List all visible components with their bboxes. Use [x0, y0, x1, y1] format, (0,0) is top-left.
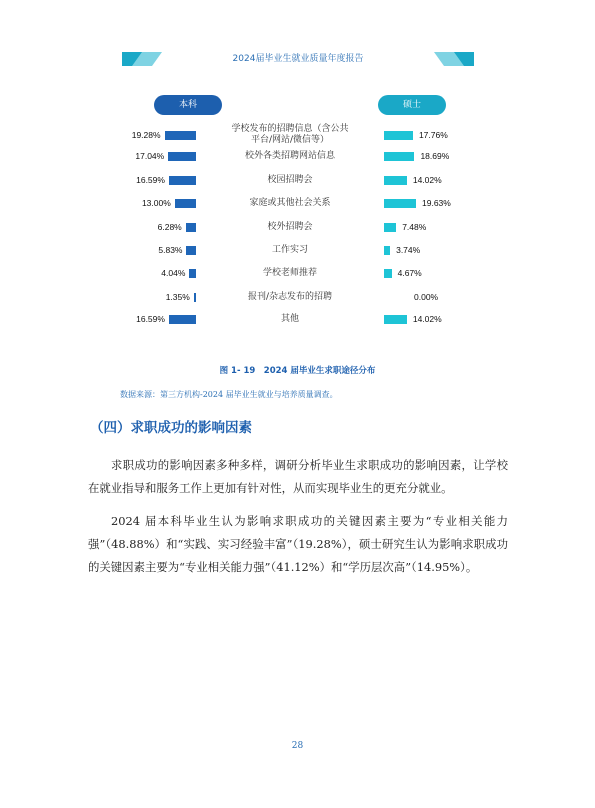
bar-undergrad [169, 176, 196, 185]
value-label-undergrad: 1.35% [165, 292, 190, 302]
category-label: 家庭或其他社会关系 [249, 198, 331, 208]
bar-graduate [384, 199, 416, 208]
bar-undergrad [175, 199, 196, 208]
bar-undergrad [186, 246, 196, 255]
source-note: 数据来源：第三方机构-2024 届毕业生就业与培养质量调查。 [120, 390, 338, 399]
value-label-graduate: 3.74% [396, 245, 421, 255]
value-label-undergrad: 16.59% [136, 314, 165, 324]
value-label-graduate: 7.48% [402, 222, 427, 232]
value-label-undergrad: 4.04% [161, 268, 186, 278]
bar-graduate [384, 176, 407, 185]
value-label-graduate: 4.67% [397, 268, 422, 278]
value-label-graduate: 14.02% [412, 175, 442, 185]
value-label-undergrad: 16.59% [136, 175, 165, 185]
job-search-channel-chart [0, 0, 595, 360]
bar-undergrad [165, 131, 196, 140]
value-label-undergrad: 17.04% [135, 151, 165, 161]
bar-graduate [384, 246, 390, 255]
legend-undergrad: 本科 [154, 95, 222, 115]
value-label-graduate: 18.69% [420, 151, 450, 161]
category-label: 学校发布的招聘信息（含公共平台/网站/微信等） [231, 124, 349, 145]
bar-undergrad [169, 315, 196, 324]
category-label: 校园招聘会 [267, 175, 313, 185]
value-label-graduate: 0.00% [414, 292, 439, 302]
bar-graduate [384, 131, 413, 140]
bar-graduate [384, 152, 414, 161]
value-label-graduate: 14.02% [412, 314, 442, 324]
value-label-undergrad: 13.00% [141, 198, 171, 208]
value-label-graduate: 19.63% [422, 198, 451, 208]
page-number: 28 [291, 741, 304, 751]
category-label: 校外各类招聘网站信息 [244, 151, 335, 161]
report-title: 2024届毕业生就业质量年度报告 [232, 54, 364, 64]
category-label: 校外招聘会 [267, 222, 313, 232]
section-heading: （四）求职成功的影响因素 [90, 420, 252, 436]
category-label: 工作实习 [271, 245, 308, 255]
bar-undergrad [189, 269, 196, 278]
legend-graduate: 硕士 [378, 95, 446, 115]
bar-graduate [384, 223, 396, 232]
bar-undergrad [186, 223, 196, 232]
value-label-undergrad: 19.28% [131, 130, 161, 140]
value-label-graduate: 17.76% [418, 130, 448, 140]
bar-graduate [384, 315, 407, 324]
category-label: 报刊/杂志发布的招聘 [247, 292, 333, 302]
paragraph-2: 2024 届本科毕业生认为影响求职成功的关键因素主要为“专业相关能力强”（48.88%）和“实践、实习经验丰富”（19.28%），硕士研究生认为影响求职成功的关键因素主要为“专业相关能力强”（41.12%）和“学历层次高”（14.95%）。 [88, 514, 508, 574]
category-label: 学校老师推荐 [262, 268, 317, 278]
bar-undergrad [168, 152, 196, 161]
bar-graduate [384, 269, 392, 278]
paragraph-1: 求职成功的影响因素多种多样，调研分析毕业生求职成功的影响因素，让学校在就业指导和服务工作上更加有针对性，从而实现毕业生的更充分就业。 [88, 458, 508, 495]
bar-undergrad [194, 293, 196, 302]
value-label-undergrad: 6.28% [157, 222, 182, 232]
chart-caption: 图 1- 19 2024 届毕业生求职途径分布 [219, 366, 376, 376]
value-label-undergrad: 5.83% [158, 245, 183, 255]
category-label: 其他 [280, 314, 299, 324]
